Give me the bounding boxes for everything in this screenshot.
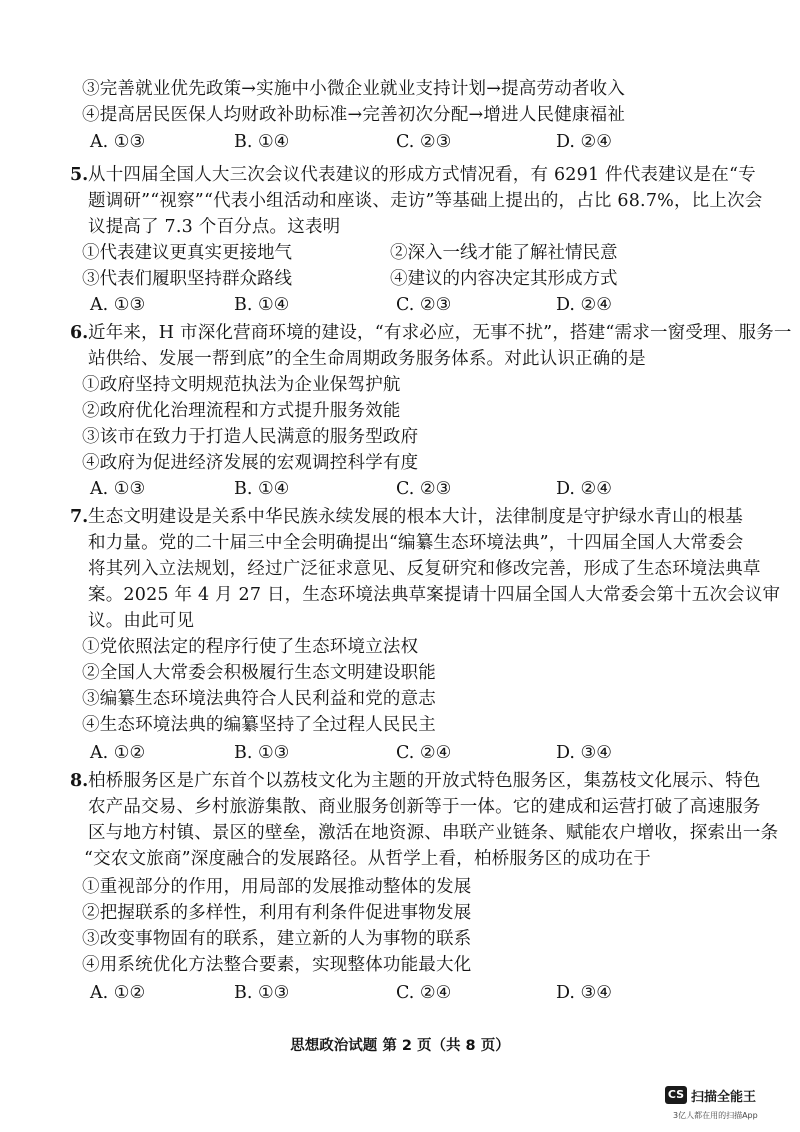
q6-item-3: ③该市在致力于打造人民满意的服务型政府 xyxy=(82,427,419,447)
q7-stem-line-5: 议。由此可见 xyxy=(88,611,195,631)
q5-item-2: ②深入一线才能了解社情民意 xyxy=(390,243,618,263)
q4-option-d[interactable]: D. ②④ xyxy=(556,132,612,152)
watermark-app-name: 扫描全能王 xyxy=(691,1090,757,1105)
q5-item-3: ③代表们履职坚持群众路线 xyxy=(82,269,292,289)
q5-number: 5. xyxy=(70,165,89,185)
q8-option-a[interactable]: A. ①② xyxy=(90,983,146,1003)
scanner-watermark xyxy=(665,1084,795,1128)
q5-item-1: ①代表建议更真实更接地气 xyxy=(82,243,292,263)
q7-option-c[interactable]: C. ②④ xyxy=(396,743,452,763)
q7-item-4: ④生态环境法典的编纂坚持了全过程人民民主 xyxy=(82,715,436,735)
q5-item-4: ④建议的内容决定其形成方式 xyxy=(390,269,618,289)
q4-item-4: ④提高居民医保人均财政补助标准→完善初次分配→增进人民健康福祉 xyxy=(82,105,626,125)
q7-item-2: ②全国人大常委会积极履行生态文明建设职能 xyxy=(82,663,436,683)
q7-item-1: ①党依照法定的程序行使了生态环境立法权 xyxy=(82,637,419,657)
q5-stem-line-1: 从十四届全国人大三次会议代表建议的形成方式情况看，有 6291 件代表建议是在“专 xyxy=(88,165,756,185)
q4-option-a[interactable]: A. ①③ xyxy=(90,132,146,152)
q6-item-1: ①政府坚持文明规范执法为企业保驾护航 xyxy=(82,375,401,395)
q5-option-c[interactable]: C. ②③ xyxy=(396,295,452,315)
q6-option-b[interactable]: B. ①④ xyxy=(234,479,290,499)
q5-option-b[interactable]: B. ①④ xyxy=(234,295,290,315)
q8-stem-line-3: 区与地方村镇、景区的壁垒，激活在地资源、串联产业链条、赋能农户增收，探索出一条 xyxy=(88,823,779,843)
q5-items-row-1 xyxy=(82,240,618,266)
q6-option-d[interactable]: D. ②④ xyxy=(556,479,612,499)
q6-option-a[interactable]: A. ①③ xyxy=(90,479,146,499)
q7-stem-line-2: 和力量。党的二十届三中全会明确提出“编纂生态环境法典”，十四届全国人大常委会 xyxy=(88,533,744,553)
q8-item-3: ③改变事物固有的联系，建立新的人为事物的联系 xyxy=(82,929,472,949)
q7-item-3: ③编纂生态环境法典符合人民利益和党的意志 xyxy=(82,689,436,709)
q7-number: 7. xyxy=(70,507,89,527)
q8-item-1: ①重视部分的作用，用局部的发展推动整体的发展 xyxy=(82,877,472,897)
q6-item-2: ②政府优化治理流程和方式提升服务效能 xyxy=(82,401,401,421)
q5-stem-line-3: 议提高了 7.3 个百分点。这表明 xyxy=(88,217,341,237)
q7-stem-line-4: 案。2025 年 4 月 27 日，生态环境法典草案提请十四届全国人大常委会第十五次会议审 xyxy=(88,585,781,605)
q8-number: 8. xyxy=(70,771,89,791)
q6-number: 6. xyxy=(70,323,89,343)
q5-option-d[interactable]: D. ②④ xyxy=(556,295,612,315)
q5-stem-line-2: 题调研”“视察”“代表小组活动和座谈、走访”等基础上提出的，占比 68.7%，比上次会 xyxy=(88,191,763,211)
q7-stem-line-3: 将其列入立法规划，经过广泛征求意见、反复研究和修改完善，形成了生态环境法典草 xyxy=(88,559,761,579)
q8-item-2: ②把握联系的多样性，利用有利条件促进事物发展 xyxy=(82,903,472,923)
q4-item-3: ③完善就业优先政策→实施中小微企业就业支持计划→提高劳动者收入 xyxy=(82,79,626,99)
page-footer: 思想政治试题 第 2 页（共 8 页） xyxy=(290,1038,510,1054)
q6-item-4: ④政府为促进经济发展的宏观调控科学有度 xyxy=(82,453,419,473)
q8-stem-line-2: 农产品交易、乡村旅游集散、商业服务创新等于一体。它的建成和运营打破了高速服务 xyxy=(88,797,761,817)
q8-option-d[interactable]: D. ③④ xyxy=(556,983,612,1003)
q5-items-row-2 xyxy=(82,266,618,292)
camscanner-logo-icon: CS xyxy=(665,1086,687,1104)
q8-stem-line-1: 柏桥服务区是广东首个以荔枝文化为主题的开放式特色服务区，集荔枝文化展示、特色 xyxy=(88,771,761,791)
q4-option-c[interactable]: C. ②③ xyxy=(396,132,452,152)
q6-stem-line-2: 站供给、发展一帮到底”的全生命周期政务服务体系。对此认识正确的是 xyxy=(88,349,646,369)
q6-option-c[interactable]: C. ②③ xyxy=(396,479,452,499)
q6-stem-line-1: 近年来，H 市深化营商环境的建设，“有求必应，无事不扰”，搭建“需求一窗受理、服务一 xyxy=(88,323,792,343)
q4-option-b[interactable]: B. ①④ xyxy=(234,132,290,152)
q5-option-a[interactable]: A. ①③ xyxy=(90,295,146,315)
q8-option-b[interactable]: B. ①③ xyxy=(234,983,290,1003)
q8-stem-line-4: “交农文旅商”深度融合的发展路径。从哲学上看，柏桥服务区的成功在于 xyxy=(84,849,651,869)
q8-option-c[interactable]: C. ②④ xyxy=(396,983,452,1003)
q7-option-b[interactable]: B. ①③ xyxy=(234,743,290,763)
watermark-tagline: 3亿人都在用的扫描App xyxy=(673,1111,758,1120)
q7-option-d[interactable]: D. ③④ xyxy=(556,743,612,763)
q7-stem-line-1: 生态文明建设是关系中华民族永续发展的根本大计，法律制度是守护绿水青山的根基 xyxy=(88,507,743,527)
q8-item-4: ④用系统优化方法整合要素，实现整体功能最大化 xyxy=(82,955,472,975)
q7-option-a[interactable]: A. ①② xyxy=(90,743,146,763)
